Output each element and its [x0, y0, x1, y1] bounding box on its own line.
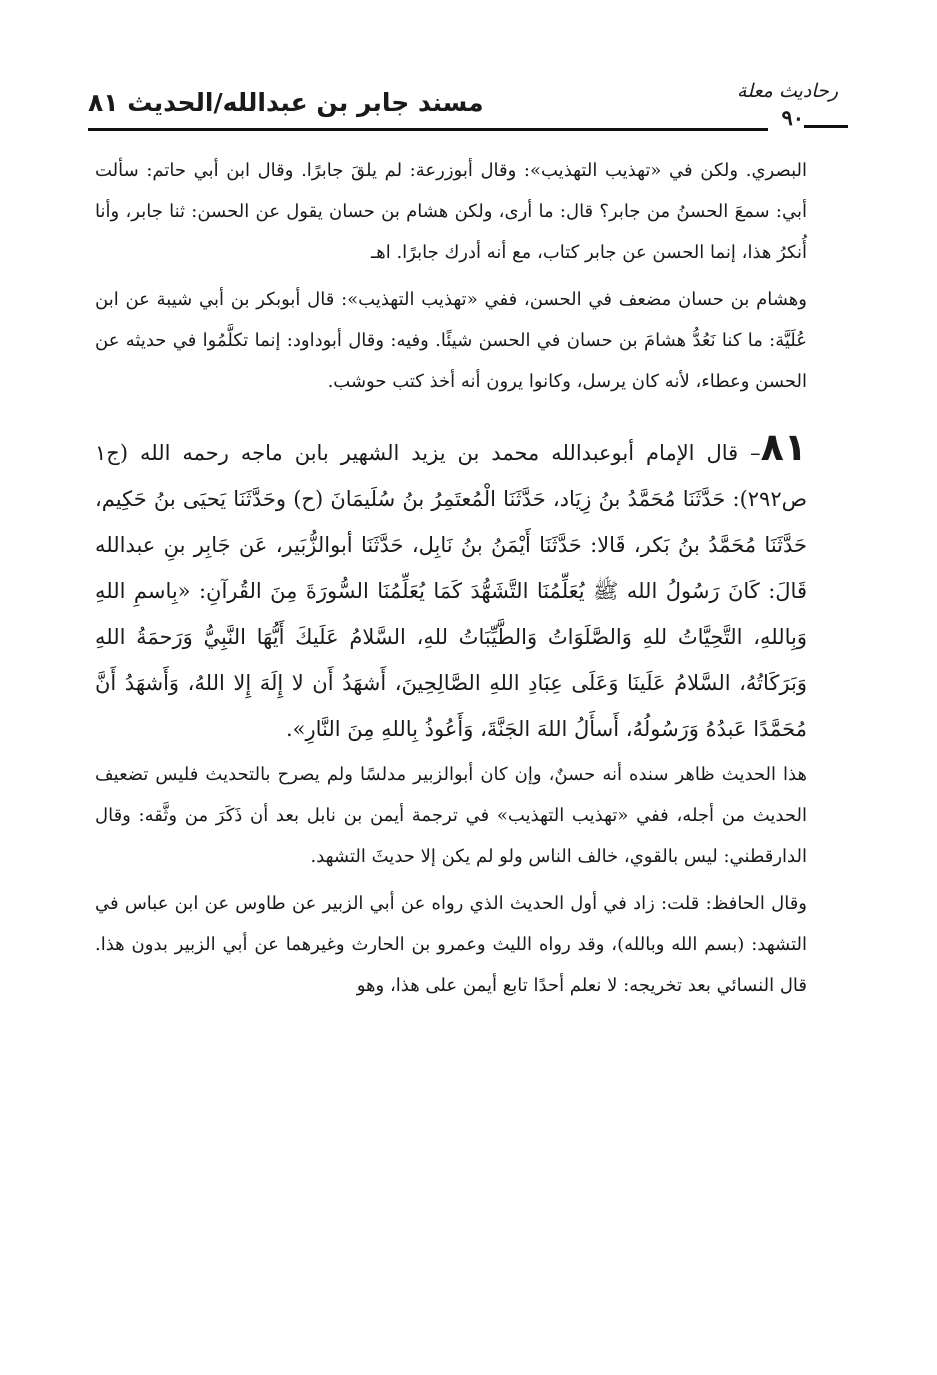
commentary-paragraph: هذا الحديث ظاهر سنده أنه حسنٌ، وإن كان أبوالزبير مدلسًا ولم يصرح بالتحديث فليس تضعيف الحديث من أجله، ففي «تهذيب التهذيب» في ترجمة أيمن بن نابل بعد أن ذَكَرَ من وثَّقه: وقال الدارقطني: ليس بالقوي، خالف الناس ولو لم يكن إلا حديثَ التشهد.: [95, 764, 807, 867]
hadith-paragraph: [95, 424, 807, 752]
note-paragraph: وهشام بن حسان مضعف في الحسن، ففي «تهذيب التهذيب»: قال أبوبكر بن أبي شيبة عن ابن عُلَيَّة: ما كنا نَعُدُّ هشامَ بن حسان في الحسن شيئًا. وفيه: وقال أبوداود: إنما تكلَّمُوا في حديثه عن الحسن وعطاء، لأنه كان يرسل، وكانوا يرون أنه أخذ كتب حوشب.: [95, 289, 807, 392]
page-body: [95, 150, 807, 1006]
running-title: مسند جابر بن عبدالله/الحديث ٨١: [88, 88, 484, 117]
note-paragraph: البصري. ولكن في «تهذيب التهذيب»: وقال أبوزرعة: لم يلقَ جابرًا. وقال ابن أبي حاتم: سألت أبي: سمعَ الحسنُ من جابر؟ قال: ما أرى، ولكن هشام بن حسان يقول عن الحسن: ثنا جابر، وأنا أُنكرُ هذا، إنما الحسن عن جابر كتاب، مع أنه أدرك جابرًا. اهـ: [95, 160, 807, 263]
handwritten-note: رحاديث معلة: [737, 80, 838, 102]
page-number: ٩٠: [781, 105, 804, 130]
hadith-text: – قال الإمام أبوعبدالله محمد بن يزيد الشهير بابن ماجه رحمه الله (ج١ ص٢٩٢): حَدَّثَنَا مُحَمَّدُ بنُ زِيَاد، حَدَّثَنَا الْمُعتَمِرُ بنُ سُلَيمَانَ (ح) وحَدَّثَنَا يَحيَى بنُ حَكِيم، حَدَّثَنَا مُحَمَّدُ بنُ بَكر، قَالا: حَدَّثَنَا أَيْمَنُ بنُ نَابِل، حَدَّثَنَا أبوالزُّبَير، عَن جَابِر بنِ عبدالله قَالَ: كَانَ رَسُولُ الله ﷺ يُعَلِّمُنَا التَّشَهُّدَ كَمَا يُعَلِّمُنَا السُّورَةَ مِنَ القُرآنِ: «بِاسمِ اللهِ وَبِاللهِ، التَّحِيَّاتُ للهِ وَالصَّلَوَاتُ وَالطَّيِّبَاتُ للهِ، السَّلامُ عَلَيكَ أَيُّهَا النَّبِيُّ وَرَحمَةُ اللهِ وَبَرَكَاتُهُ، السَّلامُ عَلَينَا وَعَلَى عِبَادِ اللهِ الصَّالِحِينَ، أَشهَدُ أَن لا إِلَهَ إِلا اللهُ، وَأَشهَدُ أَنَّ مُحَمَّدًا عَبدُهُ وَرَسُولُهُ، أَسأَلُ اللهَ الجَنَّةَ، وَأَعُوذُ بِاللهِ مِنَ النَّارِ».: [95, 441, 807, 741]
page-number-rule: [804, 125, 848, 128]
commentary-paragraph: وقال الحافظ: قلت: زاد في أول الحديث الذي رواه عن أبي الزبير عن طاوس عن ابن عباس في التشهد: (بسم الله وبالله)، وقد رواه الليث وعمرو بن الحارث وغيرهما عن أبي الزبير بدون هذا. قال النسائي بعد تخريجه: لا نعلم أحدًا تابع أيمن على هذا، وهو: [95, 893, 807, 996]
hadith-number: ٨١: [760, 425, 807, 469]
page-header: [88, 76, 848, 136]
header-rule: [88, 128, 768, 131]
